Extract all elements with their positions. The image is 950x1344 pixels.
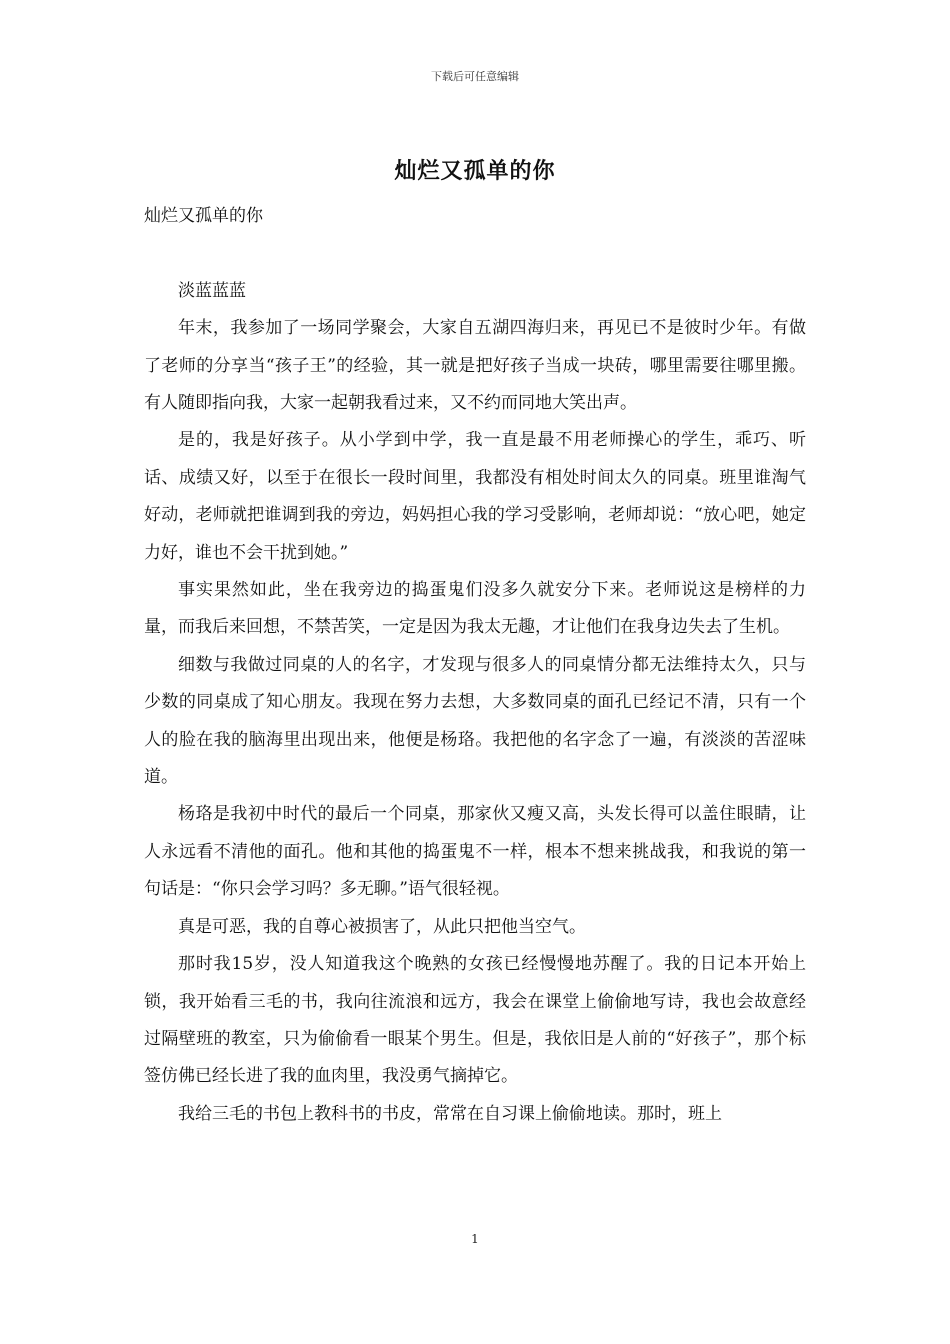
page-number: 1 — [471, 1232, 479, 1246]
document-subtitle: 灿烂又孤单的你 — [144, 206, 263, 226]
paragraph: 细数与我做过同桌的人的名字，才发现与很多人的同桌情分都无法维持太久，只与少数的同桌成了知心朋友。我现在努力去想，大多数同桌的面孔已经记不清，只有一个人的脸在我的脑海里出现出来，他便是杨珞。我把他的名字念了一遍，有淡淡的苦涩味道。 — [144, 654, 806, 788]
paragraph: 事实果然如此，坐在我旁边的捣蛋鬼们没多久就安分下来。老师说这是榜样的力量，而我后来回想，不禁苦笑，一定是因为我太无趣，才让他们在我身边失去了生机。 — [144, 580, 806, 638]
page-header: 下载后可任意编辑 — [431, 70, 519, 83]
paragraph: 年末，我参加了一场同学聚会，大家自五湖四海归来，再见已不是彼时少年。有做了老师的分享当“孩子王”的经验，其一就是把好孩子当成一块砖，哪里需要往哪里搬。有人随即指向我，大家一起朝我看过来，又不约而同地大笑出声。 — [144, 318, 806, 414]
paragraph: 真是可恶，我的自尊心被损害了，从此只把他当空气。 — [178, 916, 586, 937]
document-body — [144, 198, 806, 1133]
paragraph: 是的，我是好孩子。从小学到中学，我一直是最不用老师操心的学生，乖巧、听话、成绩又好，以至于在很长一段时间里，我都没有相处时间太久的同桌。班里谁淘气好动，老师就把谁调到我的旁边，妈妈担心我的学习受影响，老师却说：“放心吧，她定力好，谁也不会干扰到她。” — [144, 430, 806, 563]
blank-line — [144, 235, 806, 272]
paragraph: 我给三毛的书包上教科书的书皮，常常在自习课上偷偷地读。那时，班上 — [178, 1103, 722, 1124]
document-title: 灿烂又孤单的你 — [394, 158, 556, 184]
paragraph: 那时我15岁，没人知道我这个晚熟的女孩已经慢慢地苏醒了。我的日记本开始上锁，我开始看三毛的书，我向往流浪和远方，我会在课堂上偷偷地写诗，我也会故意经过隔壁班的教室，只为偷偷看一眼某个男生。但是，我依旧是人前的“好孩子”，那个标签仿佛已经长进了我的血肉里，我没勇气摘掉它。 — [144, 954, 806, 1087]
author-line: 淡蓝蓝蓝 — [178, 280, 246, 301]
paragraph: 杨珞是我初中时代的最后一个同桌，那家伙又瘦又高，头发长得可以盖住眼睛，让人永远看不清他的面孔。他和其他的捣蛋鬼不一样，根本不想来挑战我，和我说的第一句话是：“你只会学习吗？多无聊。”语气很轻视。 — [144, 804, 806, 900]
